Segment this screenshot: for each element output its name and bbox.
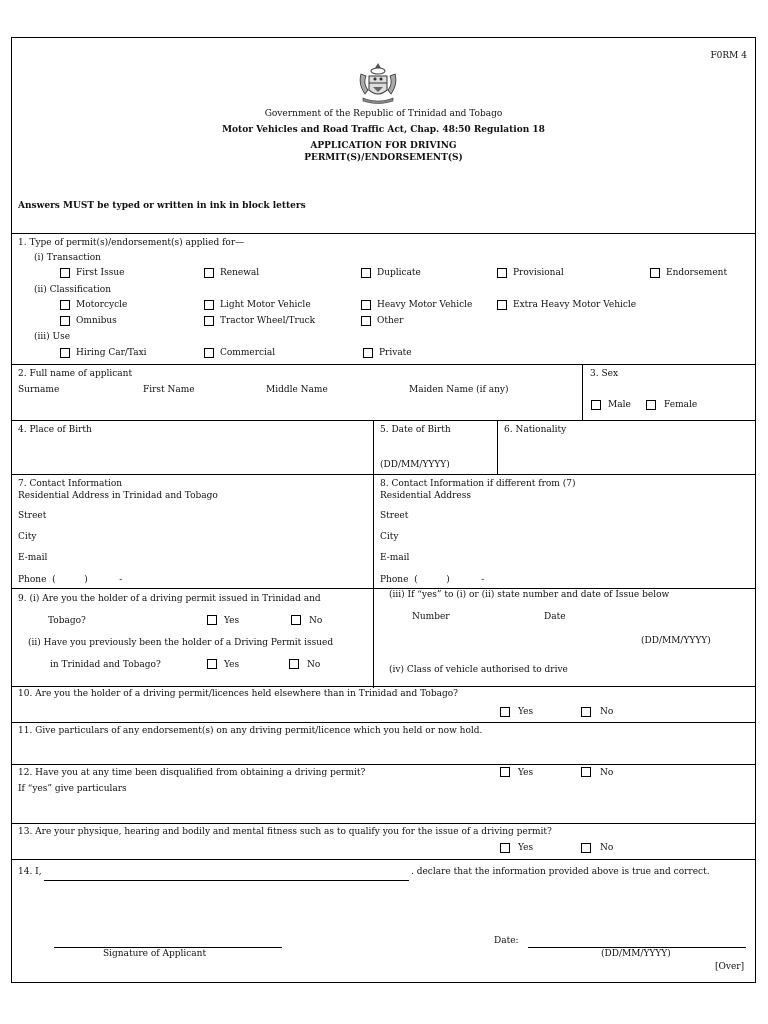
q9-iv: (iv) Class of vehicle authorised to drive (389, 665, 568, 675)
other-checkbox[interactable] (361, 316, 371, 326)
q10-no-checkbox[interactable] (581, 707, 591, 717)
act-title: Motor Vehicles and Road Traffic Act, Chap. 48:50 Regulation 18 (222, 125, 545, 135)
q7-street: Street (18, 511, 47, 521)
q8-sub: Residential Address (380, 491, 471, 501)
form-frame (11, 37, 756, 983)
divider (497, 420, 498, 474)
motorcycle-label: Motorcycle (76, 300, 128, 310)
q7-email: E-mail (18, 553, 48, 563)
q10-label: 10. Are you the holder of a driving permit/licences held elsewhere than in Trinidad and Tobago? (18, 689, 458, 699)
coat-of-arms-icon (355, 60, 401, 106)
q12-sub: If “yes” give particulars (18, 784, 127, 794)
divider (12, 859, 755, 860)
q10-yes-checkbox[interactable] (500, 707, 510, 717)
date-line-field[interactable] (528, 947, 746, 948)
q12-label: 12. Have you at any time been disqualified from obtaining a driving permit? (18, 768, 366, 778)
endorsement-checkbox[interactable] (650, 268, 660, 278)
hiring-car-taxi-checkbox[interactable] (60, 348, 70, 358)
q9-i-line2: Tobago? (48, 616, 86, 626)
q13-yes-checkbox[interactable] (500, 843, 510, 853)
use-label: (iii) Use (34, 332, 71, 342)
female-checkbox[interactable] (646, 400, 656, 410)
name-line-field[interactable] (44, 880, 409, 881)
q9-i-no-label: No (309, 616, 323, 626)
q13-no-label: No (600, 843, 614, 853)
q2-label: 2. Full name of applicant (18, 369, 133, 379)
q9-date-format: (DD/MM/YYYY) (641, 636, 711, 646)
extra-heavy-motor-vehicle-label: Extra Heavy Motor Vehicle (513, 300, 637, 310)
q7-label: 7. Contact Information (18, 479, 123, 489)
divider (12, 686, 755, 687)
q1-label: 1. Type of permit(s)/endorsement(s) applied for— (18, 238, 245, 248)
surname-label: Surname (18, 385, 60, 395)
divider (12, 764, 755, 765)
q9-i-no-checkbox[interactable] (291, 615, 301, 625)
date-label: Date: (494, 936, 519, 946)
maiden-name-label: Maiden Name (if any) (409, 385, 509, 395)
q12-yes-label: Yes (518, 768, 534, 778)
tractor-wheel-truck-label: Tractor Wheel/Truck (220, 316, 316, 326)
q7-sub: Residential Address in Trinidad and Tobago (18, 491, 218, 501)
q6-label: 6. Nationality (504, 425, 567, 435)
light-motor-vehicle-label: Light Motor Vehicle (220, 300, 311, 310)
tractor-wheel-truck-checkbox[interactable] (204, 316, 214, 326)
divider (373, 420, 374, 688)
date-format-label: (DD/MM/YYYY) (601, 949, 671, 959)
q10-yes-label: Yes (518, 707, 534, 717)
q9-ii-line1: (ii) Have you previously been the holder of a Driving Permit issued (28, 638, 334, 648)
q7-phone: Phone ( ) - (18, 575, 123, 585)
form-title-line2: PERMIT(S)/ENDORSEMENT(S) (304, 153, 463, 163)
male-checkbox[interactable] (591, 400, 601, 410)
q7-city: City (18, 532, 37, 542)
private-checkbox[interactable] (363, 348, 373, 358)
q14-prefix: 14. I, (18, 867, 42, 877)
other-label: Other (377, 316, 404, 326)
signature-line-field[interactable] (54, 947, 282, 948)
q13-label: 13. Are your physique, hearing and bodily and mental fitness such as to qualify you for the issue of a driving permit? (18, 827, 552, 837)
male-label: Male (608, 400, 631, 410)
dob-format: (DD/MM/YYYY) (380, 460, 450, 470)
divider (12, 823, 755, 824)
private-label: Private (379, 348, 412, 358)
government-title: Government of the Republic of Trinidad and Tobago (264, 109, 503, 119)
first-name-label: First Name (143, 385, 195, 395)
q4-label: 4. Place of Birth (18, 425, 92, 435)
q9-ii-yes-checkbox[interactable] (207, 659, 217, 669)
q8-email: E-mail (380, 553, 410, 563)
heavy-motor-vehicle-checkbox[interactable] (361, 300, 371, 310)
q5-label: 5. Date of Birth (380, 425, 451, 435)
q9-ii-yes-label: Yes (224, 660, 240, 670)
q13-yes-label: Yes (518, 843, 534, 853)
q8-label: 8. Contact Information if different from (7) (380, 479, 576, 489)
light-motor-vehicle-checkbox[interactable] (204, 300, 214, 310)
form-number: F0RM 4 (710, 51, 747, 61)
omnibus-checkbox[interactable] (60, 316, 70, 326)
divider (12, 474, 755, 475)
q9-ii-no-label: No (307, 660, 321, 670)
duplicate-label: Duplicate (377, 268, 421, 278)
divider (12, 722, 755, 723)
q9-iii: (iii) If “yes” to (i) or (ii) state number and date of Issue below (389, 590, 670, 600)
q13-no-checkbox[interactable] (581, 843, 591, 853)
omnibus-label: Omnibus (76, 316, 117, 326)
first-issue-label: First Issue (76, 268, 125, 278)
commercial-label: Commercial (220, 348, 276, 358)
q8-phone: Phone ( ) - (380, 575, 485, 585)
q12-no-checkbox[interactable] (581, 767, 591, 777)
q9-number: Number (412, 612, 450, 622)
q9-ii-no-checkbox[interactable] (289, 659, 299, 669)
q3-label: 3. Sex (590, 369, 619, 379)
divider (12, 364, 755, 365)
classification-label: (ii) Classification (34, 285, 112, 295)
commercial-checkbox[interactable] (204, 348, 214, 358)
transaction-label: (i) Transaction (34, 253, 101, 263)
duplicate-checkbox[interactable] (361, 268, 371, 278)
instructions: Answers MUST be typed or written in ink in block letters (18, 201, 306, 211)
signature-label: Signature of Applicant (103, 949, 207, 959)
divider (12, 233, 755, 234)
q12-yes-checkbox[interactable] (500, 767, 510, 777)
q9-i-line1: 9. (i) Are you the holder of a driving permit issued in Trinidad and (18, 594, 321, 604)
provisional-label: Provisional (513, 268, 564, 278)
q14-declaration: . declare that the information provided above is true and correct. (411, 867, 710, 877)
divider (582, 364, 583, 420)
q11-label: 11. Give particulars of any endorsement(s) on any driving permit/licence which you held or now hold. (18, 726, 483, 736)
first-issue-checkbox[interactable] (60, 268, 70, 278)
divider (12, 588, 755, 589)
provisional-checkbox[interactable] (497, 268, 507, 278)
hiring-car-taxi-label: Hiring Car/Taxi (76, 348, 147, 358)
renewal-checkbox[interactable] (204, 268, 214, 278)
female-label: Female (664, 400, 698, 410)
form-title-line1: APPLICATION FOR DRIVING (310, 141, 457, 151)
q12-no-label: No (600, 768, 614, 778)
renewal-label: Renewal (220, 268, 260, 278)
over-label: [Over] (715, 962, 745, 972)
middle-name-label: Middle Name (266, 385, 328, 395)
q9-i-yes-label: Yes (224, 616, 240, 626)
endorsement-label: Endorsement (666, 268, 728, 278)
q8-street: Street (380, 511, 409, 521)
q9-ii-line2: in Trinidad and Tobago? (50, 660, 161, 670)
q10-no-label: No (600, 707, 614, 717)
extra-heavy-motor-vehicle-checkbox[interactable] (497, 300, 507, 310)
q9-date: Date (544, 612, 566, 622)
q8-city: City (380, 532, 399, 542)
heavy-motor-vehicle-label: Heavy Motor Vehicle (377, 300, 473, 310)
divider (12, 420, 755, 421)
q9-i-yes-checkbox[interactable] (207, 615, 217, 625)
motorcycle-checkbox[interactable] (60, 300, 70, 310)
